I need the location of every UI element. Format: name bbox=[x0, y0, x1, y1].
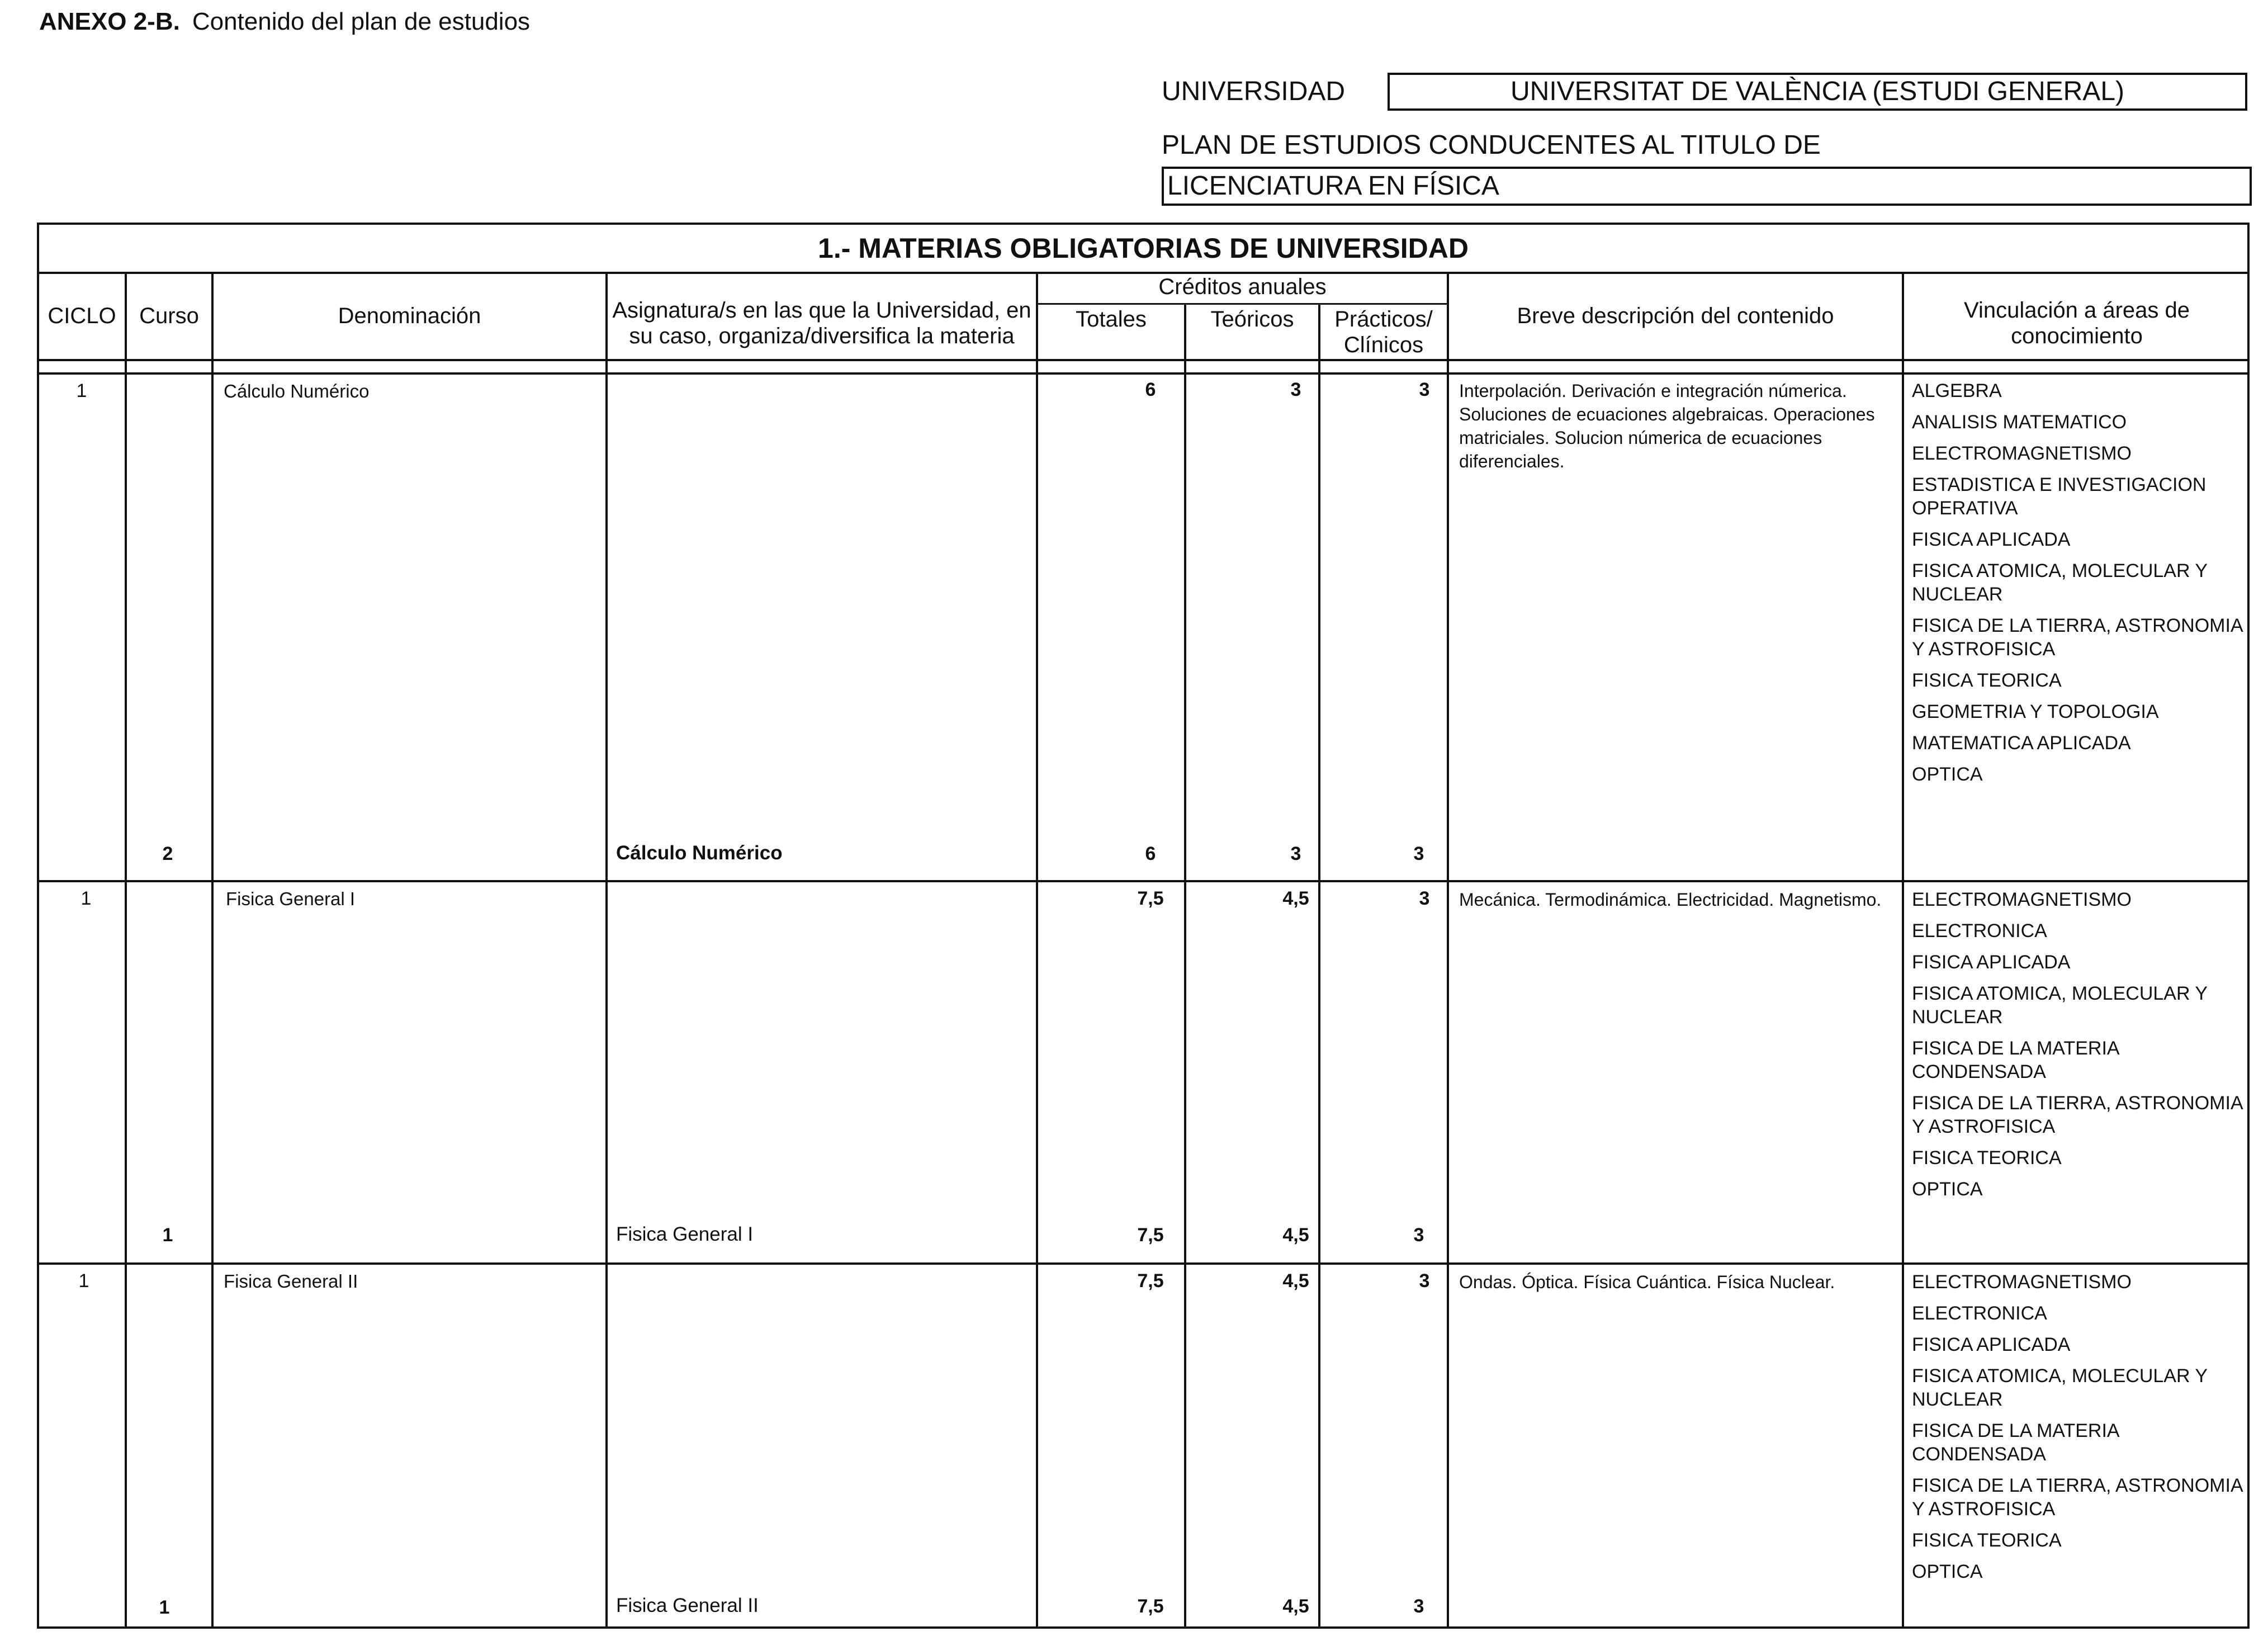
col-vinculacion: Vinculación a áreas de conocimiento bbox=[1964, 298, 2190, 348]
col-practicos: Prácticos/ Clínicos bbox=[1334, 307, 1433, 357]
area-item: FISICA DE LA MATERIA CONDENSADA bbox=[1912, 1420, 2119, 1465]
row2-areas bbox=[1912, 888, 2247, 1209]
subjects-table bbox=[37, 223, 2250, 1629]
rule bbox=[1036, 303, 1447, 305]
area-item: FISICA DE LA MATERIA CONDENSADA bbox=[1912, 1038, 2119, 1082]
area-item: ANALISIS MATEMATICO bbox=[1912, 412, 2127, 433]
row1-totales: 6 bbox=[1145, 379, 1156, 400]
row2-sub-teoricos: 4,5 bbox=[1282, 1224, 1309, 1246]
plan-label: PLAN DE ESTUDIOS CONDUCENTES AL TITULO DE bbox=[1162, 130, 1821, 160]
row3-descripcion: Ondas. Óptica. Física Cuántica. Física Nuclear. bbox=[1459, 1272, 1835, 1292]
row3-sub-curso: 1 bbox=[159, 1597, 170, 1618]
row2-sub-curso: 1 bbox=[162, 1224, 173, 1246]
row3-practicos: 3 bbox=[1419, 1270, 1430, 1292]
annex-code: ANEXO 2-B. bbox=[39, 8, 180, 35]
row2-sub-totales: 7,5 bbox=[1137, 1224, 1164, 1246]
row2-descripcion: Mecánica. Termodinámica. Electricidad. Magnetismo. bbox=[1459, 890, 1882, 910]
section-title: 1.- MATERIAS OBLIGATORIAS DE UNIVERSIDAD bbox=[818, 233, 1469, 264]
university-name-box: UNIVERSITAT DE VALÈNCIA (ESTUDI GENERAL) bbox=[1388, 73, 2247, 111]
row1-ciclo: 1 bbox=[76, 380, 87, 401]
rule bbox=[211, 274, 214, 1626]
row2-sub-practicos: 3 bbox=[1413, 1224, 1424, 1246]
rule bbox=[1318, 303, 1320, 1626]
rule bbox=[39, 1262, 2247, 1265]
col-teoricos: Teóricos bbox=[1210, 307, 1294, 332]
col-denominacion: Denominación bbox=[338, 304, 481, 328]
area-item: OPTICA bbox=[1912, 764, 1983, 785]
row1-sub-practicos: 3 bbox=[1413, 843, 1424, 864]
area-item: OPTICA bbox=[1912, 1179, 1983, 1200]
rule bbox=[1184, 303, 1186, 1626]
row2-sub-asignatura: Fisica General I bbox=[616, 1223, 754, 1245]
row2-practicos: 3 bbox=[1419, 888, 1430, 909]
rule bbox=[39, 359, 2247, 361]
area-item: FISICA TEORICA bbox=[1912, 1147, 2062, 1169]
row1-areas bbox=[1912, 379, 2247, 794]
university-label: UNIVERSIDAD bbox=[1162, 77, 1346, 106]
row1-denominacion: Cálculo Numérico bbox=[224, 381, 370, 401]
row3-sub-practicos: 3 bbox=[1413, 1596, 1424, 1617]
row3-teoricos: 4,5 bbox=[1282, 1270, 1309, 1292]
col-asignatura: Asignatura/s en las que la Universidad, en su caso, organiza/diversifica la materia bbox=[612, 298, 1031, 348]
rule bbox=[39, 372, 2247, 375]
rule bbox=[1902, 274, 1904, 1626]
area-item: OPTICA bbox=[1912, 1561, 1983, 1582]
row1-practicos: 3 bbox=[1419, 379, 1430, 400]
area-item: FISICA TEORICA bbox=[1912, 670, 2062, 691]
row2-ciclo: 1 bbox=[81, 888, 92, 909]
area-item: FISICA APLICADA bbox=[1912, 952, 2071, 973]
row1-sub-totales: 6 bbox=[1145, 843, 1156, 864]
rule bbox=[1036, 274, 1038, 1626]
area-item: ELECTROMAGNETISMO bbox=[1912, 889, 2132, 910]
row1-descripcion: Interpolación. Derivación e integración númerica. Soluciones de ecuaciones algebraicas. Operaciones matriciales. Solucion númerica de ecuaciones diferenciales. bbox=[1459, 381, 1875, 471]
row1-sub-curso: 2 bbox=[162, 843, 173, 864]
row3-ciclo: 1 bbox=[78, 1270, 89, 1292]
area-item: ELECTRONICA bbox=[1912, 1303, 2047, 1324]
rule bbox=[605, 274, 608, 1626]
row3-denominacion: Fisica General II bbox=[224, 1271, 358, 1292]
row1-sub-teoricos: 3 bbox=[1290, 843, 1301, 864]
area-item: FISICA DE LA TIERRA, ASTRONOMIA Y ASTROFISICA bbox=[1912, 1475, 2242, 1520]
area-item: FISICA TEORICA bbox=[1912, 1530, 2062, 1551]
row3-sub-asignatura: Fisica General II bbox=[616, 1595, 759, 1616]
area-item: FISICA DE LA TIERRA, ASTRONOMIA Y ASTROFISICA bbox=[1912, 1093, 2242, 1137]
rule bbox=[1447, 274, 1449, 1626]
row2-denominacion: Fisica General I bbox=[226, 888, 356, 909]
area-item: FISICA APLICADA bbox=[1912, 529, 2071, 550]
col-ciclo: CICLO bbox=[48, 304, 116, 328]
annex-heading bbox=[39, 8, 530, 36]
col-creditos: Créditos anuales bbox=[1158, 275, 1327, 299]
area-item: FISICA APLICADA bbox=[1912, 1334, 2071, 1355]
area-item: ELECTROMAGNETISMO bbox=[1912, 1271, 2132, 1293]
area-item: ELECTRONICA bbox=[1912, 920, 2047, 942]
rule bbox=[125, 274, 127, 1626]
row3-sub-totales: 7,5 bbox=[1137, 1596, 1164, 1617]
degree-title-box: LICENCIATURA EN FÍSICA bbox=[1162, 167, 2252, 206]
row3-sub-teoricos: 4,5 bbox=[1282, 1596, 1309, 1617]
row1-sub-asignatura: Cálculo Numérico bbox=[616, 842, 783, 864]
area-item: FISICA ATOMICA, MOLECULAR Y NUCLEAR bbox=[1912, 1365, 2208, 1410]
row3-areas bbox=[1912, 1270, 2247, 1591]
col-descripcion: Breve descripción del contenido bbox=[1517, 304, 1834, 328]
area-item: GEOMETRIA Y TOPOLOGIA bbox=[1912, 701, 2159, 722]
area-item: FISICA ATOMICA, MOLECULAR Y NUCLEAR bbox=[1912, 983, 2208, 1028]
row2-totales: 7,5 bbox=[1137, 888, 1164, 909]
col-curso: Curso bbox=[139, 304, 199, 328]
area-item: ELECTROMAGNETISMO bbox=[1912, 443, 2132, 464]
area-item: MATEMATICA APLICADA bbox=[1912, 732, 2131, 754]
row3-totales: 7,5 bbox=[1137, 1270, 1164, 1292]
annex-text: Contenido del plan de estudios bbox=[192, 8, 531, 35]
row2-teoricos: 4,5 bbox=[1282, 888, 1309, 909]
col-totales: Totales bbox=[1076, 307, 1147, 332]
area-item: FISICA DE LA TIERRA, ASTRONOMIA Y ASTROFISICA bbox=[1912, 615, 2242, 660]
area-item: FISICA ATOMICA, MOLECULAR Y NUCLEAR bbox=[1912, 560, 2208, 605]
rule bbox=[39, 880, 2247, 882]
area-item: ESTADISTICA E INVESTIGACION OPERATIVA bbox=[1912, 474, 2207, 519]
area-item: ALGEBRA bbox=[1912, 380, 2002, 401]
row1-teoricos: 3 bbox=[1290, 379, 1301, 400]
